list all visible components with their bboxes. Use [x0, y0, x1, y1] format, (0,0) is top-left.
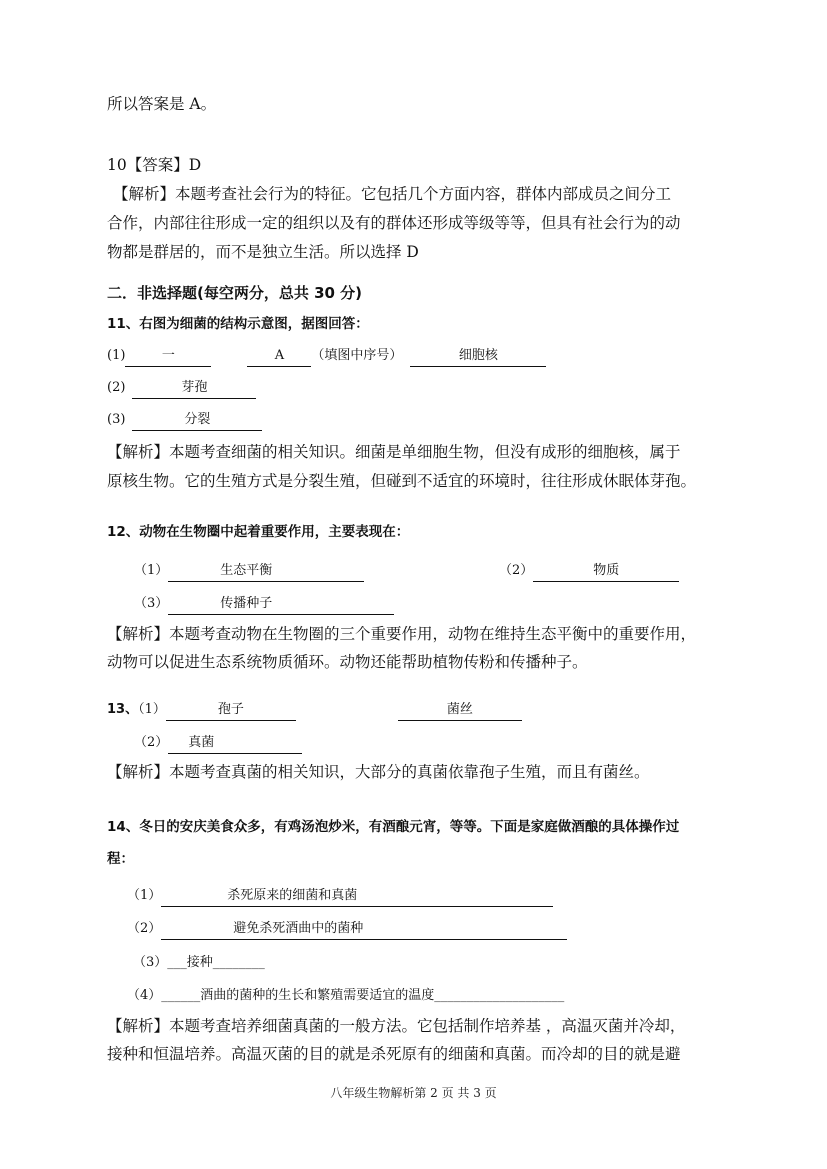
- q13-blank-row-2: [134, 733, 302, 754]
- q12-answer-3: 传播种子: [220, 596, 273, 611]
- q12-blank-2: [533, 562, 679, 582]
- q12-answer-1: 生态平衡: [220, 563, 273, 578]
- q11-explanation-line-2: 原核生物。它的生殖方式是分裂生殖，但碰到不适宜的环境时，往往形成休眠体芽孢。: [107, 472, 697, 490]
- q13-prefix-1: （1）: [138, 702, 166, 717]
- q11-blank-2: [247, 347, 311, 367]
- q10-explanation-line-3: 物都是群居的，而不是独立生活。所以选择 D: [107, 243, 419, 261]
- q12-blank-3-row: [134, 594, 394, 615]
- q11-prefix-3: (3): [107, 412, 126, 427]
- q11-blank-3: [410, 347, 546, 367]
- q11-explanation-line-1: 【解析】本题考查细菌的相关知识。细菌是单细胞生物，但没有成形的细胞核，属于: [107, 443, 681, 461]
- q13-blank-row-1: [107, 700, 522, 721]
- q13-answer-2: 菌丝: [446, 702, 473, 717]
- q12-blank-1-row: [134, 561, 364, 582]
- q12-prefix-1: （1）: [134, 563, 169, 578]
- q14-blank-1: [161, 887, 553, 907]
- q11-hint: （填图中序号）: [311, 348, 403, 363]
- q11-answer-3: 细胞核: [458, 348, 498, 363]
- q11-blank-row-2: [107, 378, 256, 399]
- q14-title-line-2: 程：: [107, 851, 134, 867]
- q14-explanation-line-2: 接种和恒温培养。高温灭菌的目的就是杀死原有的细菌和真菌。而冷却的目的就是避: [107, 1045, 681, 1063]
- q11-prefix-1: (1): [107, 348, 126, 363]
- q12-explanation-line-2: 动物可以促进生态系统物质循环。动物还能帮助植物传粉和传播种子。: [107, 653, 588, 671]
- q11-answer-2: A: [274, 348, 285, 363]
- q12-title: 12、动物在生物圈中起着重要作用，主要表现在：: [107, 524, 410, 540]
- q11-answer-1: 一: [161, 348, 175, 363]
- q13-blank-3: [168, 734, 302, 754]
- q11-title: 11、右图为细菌的结构示意图，据图回答：: [107, 316, 369, 332]
- q14-blank-row-3: （3）___接种________: [133, 955, 265, 970]
- q12-answer-2: 物质: [593, 563, 620, 578]
- q14-title-line-1: 14、冬日的安庆美食众多，有鸡汤泡炒米，有酒酿元宵，等等。下面是家庭做酒酿的具体操作过: [107, 819, 680, 835]
- q11-answer-4: 芽孢: [181, 380, 208, 395]
- q11-blank-row-3: [107, 410, 262, 431]
- q13-blank-2: [398, 701, 522, 721]
- q12-blank-3: [168, 595, 394, 615]
- q14-blank-row-4: （4）______酒曲的菌种的生长和繁殖需要适宜的温度____________________: [127, 988, 565, 1003]
- q14-blank-row-1: [127, 886, 553, 907]
- section-2-heading: 二．非选择题(每空两分，总共 30 分): [107, 284, 363, 302]
- q12-prefix-2: （2）: [499, 563, 534, 578]
- q13-explanation: 【解析】本题考查真菌的相关知识，大部分的真菌依靠孢子生殖，而且有菌丝。: [107, 763, 650, 781]
- q11-blank-4: [132, 379, 256, 399]
- q11-blank-row-1: [107, 346, 546, 367]
- q13-answer-1: 孢子: [217, 702, 244, 717]
- q12-blank-1: [168, 562, 364, 582]
- q14-blank-row-2: [127, 919, 567, 940]
- q14-prefix-1: （1）: [127, 888, 162, 903]
- q11-blank-5: [132, 411, 262, 431]
- q13-blank-1: [166, 701, 296, 721]
- q13-prefix-2: （2）: [134, 735, 169, 750]
- q13-answer-3: 真菌: [188, 735, 215, 750]
- q12-prefix-3: （3）: [134, 596, 169, 611]
- page-footer: 八年级生物解析第 2 页 共 3 页: [330, 1086, 497, 1100]
- q14-answer-2: 避免杀死酒曲中的菌种: [233, 921, 364, 936]
- q11-answer-5: 分裂: [184, 412, 211, 427]
- q14-answer-1: 杀死原来的细菌和真菌: [227, 888, 358, 903]
- q10-answer: 10【答案】D: [107, 156, 202, 174]
- q14-explanation-line-1: 【解析】本题考查培养细菌真菌的一般方法。它包括制作培养基 ，高温灭菌并冷却，: [107, 1017, 686, 1035]
- q14-blank-2: [161, 920, 567, 940]
- q11-blank-1: [125, 347, 211, 367]
- q10-explanation-line-1: 【解析】本题考查社会行为的特征。它包括几个方面内容，群体内部成员之间分工: [113, 185, 672, 203]
- q10-explanation-line-2: 合作，内部往往形成一定的组织以及有的群体还形成等级等等，但具有社会行为的动: [107, 214, 681, 232]
- q13-number: 13、: [107, 702, 139, 717]
- q12-blank-2-row: [499, 561, 679, 582]
- q14-prefix-2: （2）: [127, 921, 162, 936]
- q11-prefix-2: (2): [107, 380, 126, 395]
- q12-explanation-line-1: 【解析】本题考查动物在生物圈的三个重要作用，动物在维持生态平衡中的重要作用，: [107, 625, 697, 643]
- answer-line-q9: 所以答案是 A。: [107, 95, 217, 113]
